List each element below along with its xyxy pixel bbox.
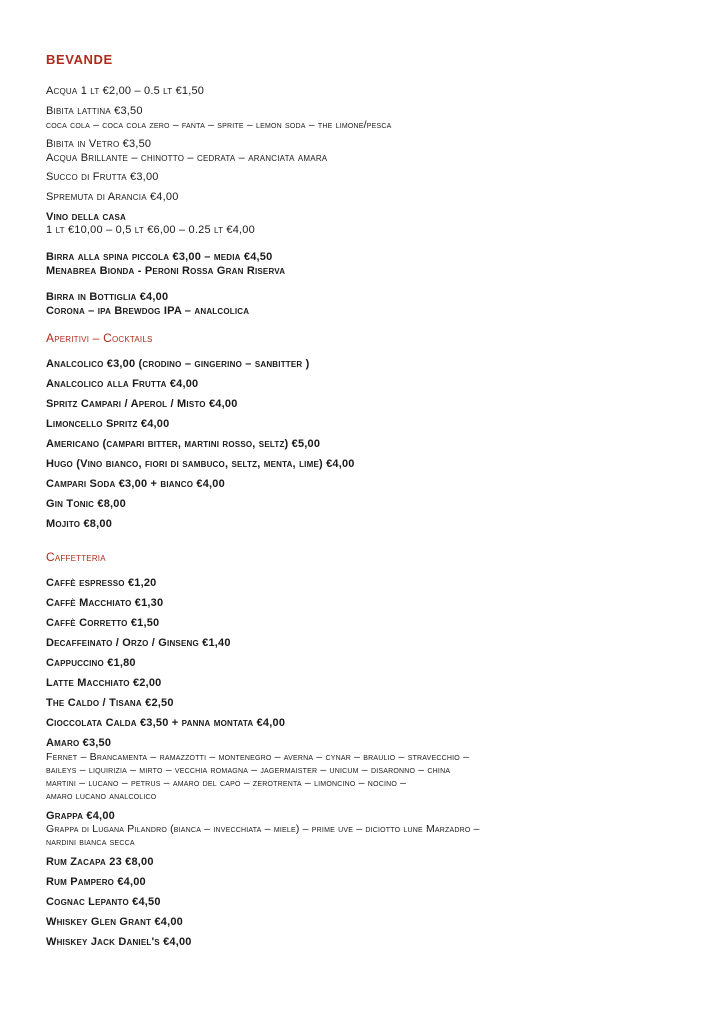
menu-line: Grappa €4,00 (46, 810, 115, 822)
menu-line: Caffè Macchiato €1,30 (46, 597, 164, 609)
section-title-bevande: BEVANDE (46, 52, 113, 67)
menu-line: Limoncello Spritz €4,00 (46, 418, 170, 430)
menu-line: Decaffeinato / Orzo / Ginseng €1,40 (46, 637, 231, 649)
menu-line: Birra in Bottiglia €4,00 (46, 291, 169, 303)
menu-line: coca cola – coca cola zero – fanta – sprite – lemon soda – the limone/pesca (46, 119, 392, 131)
menu-line: Grappa di Lugana Pilandro (bianca – invecchiata – miele) – prime uve – diciotto lune Marzadro – (46, 823, 480, 835)
menu-line: Whiskey Glen Grant €4,00 (46, 916, 183, 928)
menu-line: Analcolico €3,00 (crodino – gingerino – sanbitter ) (46, 358, 310, 370)
section-title-aperitivi: Aperitivi – Cocktails (46, 331, 153, 345)
menu-line: Latte Macchiato €2,00 (46, 677, 162, 689)
menu-line: Analcolico alla Frutta €4,00 (46, 378, 199, 390)
menu-line: Menabrea Bionda - Peroni Rossa Gran Riserva (46, 265, 286, 277)
menu-line: Amaro €3,50 (46, 737, 112, 749)
menu-line: Whiskey Jack Daniel's €4,00 (46, 936, 192, 948)
menu-line: Caffè Corretto €1,50 (46, 617, 160, 629)
menu-line: Americano (campari bitter, martini rosso, seltz) €5,00 (46, 438, 321, 450)
menu-line: Hugo (Vino bianco, fiori di sambuco, seltz, menta, lime) €4,00 (46, 458, 355, 470)
menu-line: Cognac Lepanto €4,50 (46, 896, 161, 908)
section-title-caffetteria: Caffetteria (46, 550, 106, 564)
menu-line: Cioccolata Calda €3,50 + panna montata €4,00 (46, 717, 286, 729)
menu-line: Rum Pampero €4,00 (46, 876, 146, 888)
menu-line: Corona – ipa Brewdog IPA – analcolica (46, 305, 250, 317)
menu-line: Acqua 1 lt €2,00 – 0.5 lt €1,50 (46, 85, 205, 97)
menu-line: Acqua Brillante – chinotto – cedrata – aranciata amara (46, 152, 328, 164)
menu-line: Caffè espresso €1,20 (46, 577, 157, 589)
menu-line: 1 lt €10,00 – 0,5 lt €6,00 – 0.25 lt €4,00 (46, 224, 255, 236)
menu-line: martini – lucano – petrus – amaro del capo – zerotrenta – limoncino – nocino – (46, 777, 407, 789)
menu-line: Cappuccino €1,80 (46, 657, 136, 669)
menu-line: Birra alla spina piccola €3,00 – media €4,50 (46, 251, 273, 263)
menu-line: Rum Zacapa 23 €8,00 (46, 856, 154, 868)
menu-line: Fernet – Brancamenta – ramazzotti – montenegro – averna – cynar – braulio – stravecchio – (46, 751, 470, 763)
menu-line: Mojito €8,00 (46, 518, 113, 530)
menu-line: Succo di Frutta €3,00 (46, 171, 159, 183)
menu-line: amaro lucano analcolico (46, 790, 157, 802)
menu-line: Campari Soda €3,00 + bianco €4,00 (46, 478, 225, 490)
menu-line: nardini bianca secca (46, 836, 135, 848)
menu-line: baileys – liquirizia – mirto – vecchia romagna – jagermaister – unicum – disaronno – china (46, 764, 451, 776)
menu-line: Spremuta di Arancia €4,00 (46, 191, 179, 203)
menu-line: Bibita lattina €3,50 (46, 105, 143, 117)
menu-line: Vino della casa (46, 211, 127, 223)
menu-line: The Caldo / Tisana €2,50 (46, 697, 174, 709)
menu-line: Gin Tonic €8,00 (46, 498, 126, 510)
menu-line: Bibita in Vetro €3,50 (46, 138, 152, 150)
menu-line: Spritz Campari / Aperol / Misto €4,00 (46, 398, 238, 410)
